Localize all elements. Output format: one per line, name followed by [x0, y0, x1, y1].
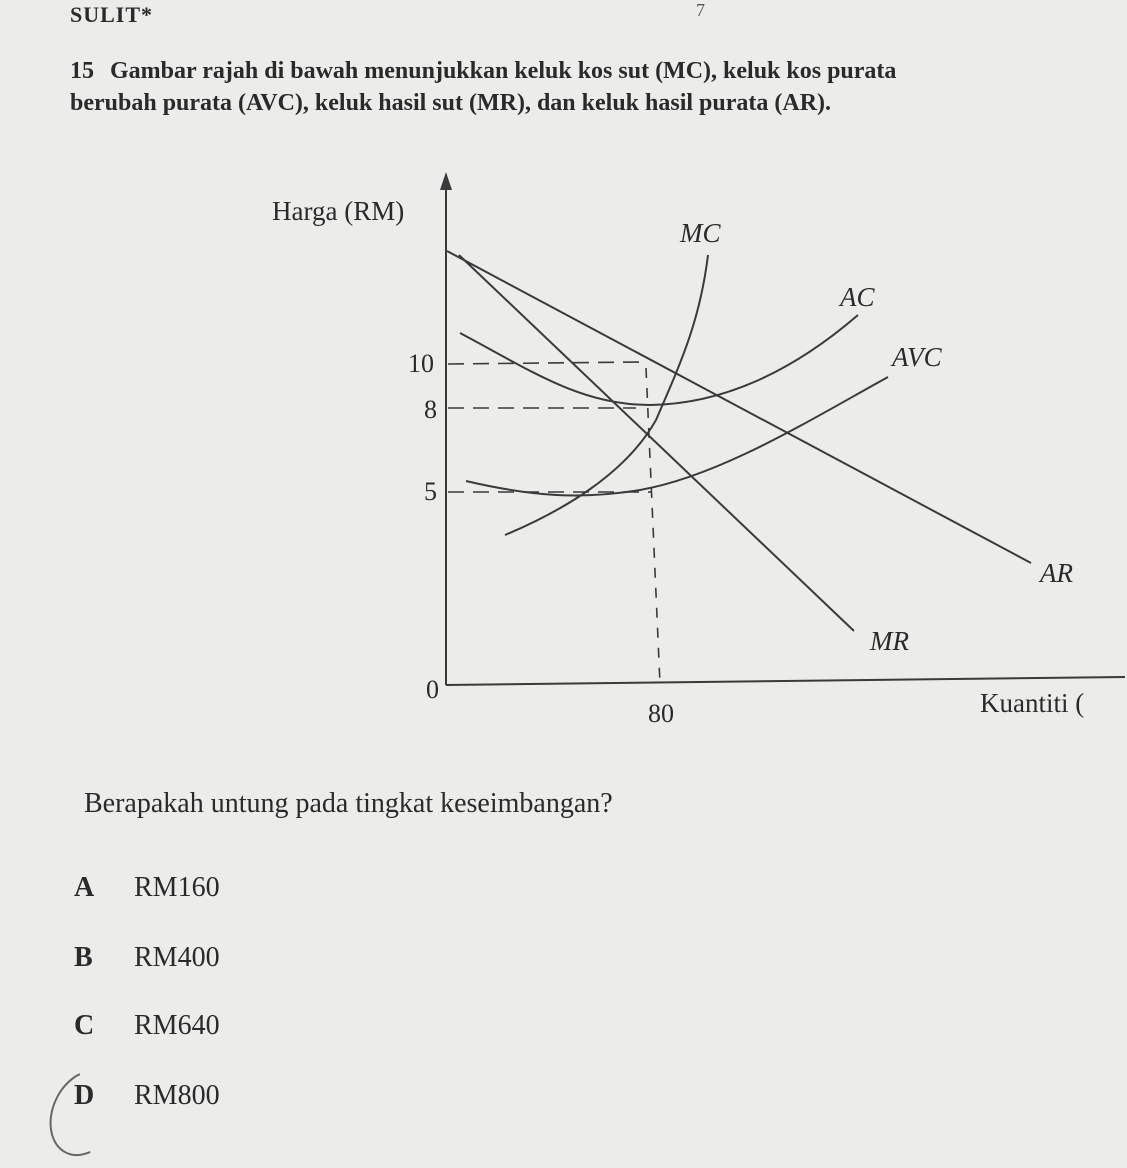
option-b-letter: B: [74, 942, 93, 973]
option-d-text: RM800: [134, 1080, 220, 1111]
y-tick-5: 5: [424, 477, 437, 506]
question-number: 15: [70, 58, 94, 84]
mc-label: MC: [680, 218, 721, 248]
ac-curve: [460, 315, 858, 405]
option-c-text: RM640: [134, 1010, 220, 1041]
question-line1: Gambar rajah di bawah menunjukkan keluk kos sut (MC), keluk kos purata: [110, 58, 897, 84]
y-tick-8: 8: [424, 395, 437, 424]
ar-curve: [447, 251, 1031, 563]
option-d-letter: D: [74, 1080, 95, 1111]
option-b-text: RM400: [134, 942, 220, 973]
x-tick-80: 80: [648, 699, 674, 728]
x-axis: [446, 677, 1125, 685]
option-c[interactable]: [74, 1010, 220, 1042]
header-label: SULIT*: [70, 2, 154, 27]
mr-curve: [459, 255, 854, 631]
handwritten-circle-mark: [36, 1058, 134, 1167]
origin-label: 0: [426, 675, 439, 704]
option-a-letter: A: [74, 872, 95, 903]
option-a-text: RM160: [134, 872, 220, 903]
y-tick-10: 10: [408, 349, 434, 378]
avc-curve: [466, 377, 888, 496]
guide-10: [448, 362, 645, 364]
mr-label: MR: [870, 626, 909, 656]
y-axis-arrow: [440, 172, 452, 190]
question-prompt: Berapakah untung pada tingkat keseimbangan?: [84, 788, 613, 819]
ar-label: AR: [1040, 558, 1073, 588]
avc-label: AVC: [892, 342, 942, 372]
x-axis-label: Kuantiti (: [980, 688, 1085, 718]
y-axis-label: Harga (RM): [272, 196, 405, 226]
option-a[interactable]: [74, 872, 220, 904]
option-b[interactable]: [74, 942, 220, 974]
ac-label: AC: [840, 282, 875, 312]
question-text-line2: berubah purata (AVC), keluk hasil sut (MR), dan keluk hasil purata (AR).: [70, 90, 832, 116]
page-mark: 7: [696, 0, 705, 20]
option-c-letter: C: [74, 1010, 95, 1041]
